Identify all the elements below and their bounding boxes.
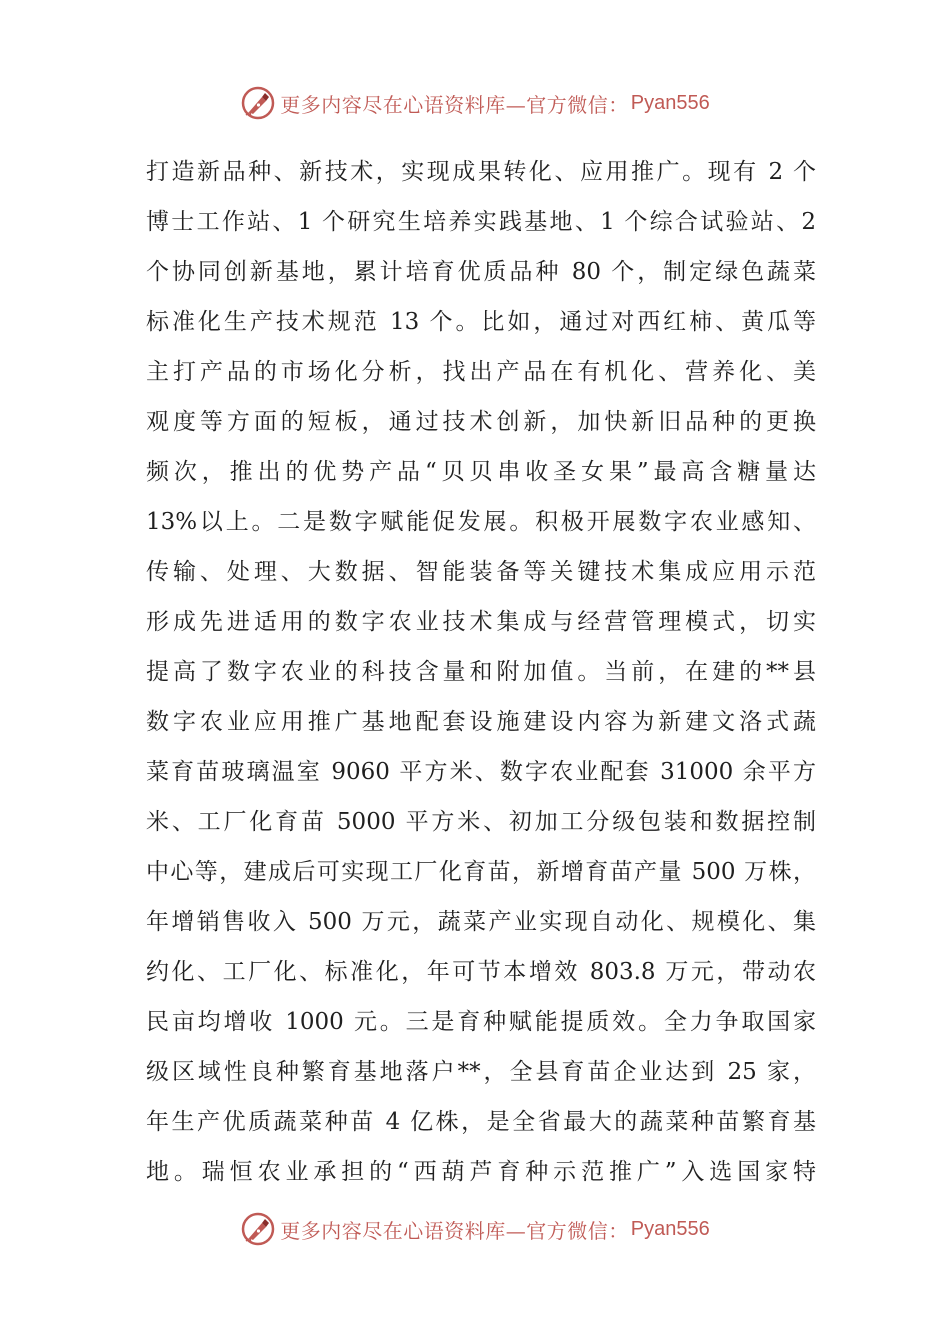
header-banner-text: 更多内容尽在心语资料库—官方微信： [280, 92, 629, 117]
text-line: 民亩均增收 1000 元。三是育种赋能提质效。全力争取国家 [146, 1009, 816, 1035]
text-line: 13%以上。二是数字赋能促发展。积极开展数字农业感知、 [146, 509, 816, 535]
text-line: 年生产优质蔬菜种苗 4 亿株，是全省最大的蔬菜种苗繁育基 [146, 1109, 816, 1135]
header-banner-handle: Pyan556 [630, 91, 710, 114]
text-line: 标准化生产技术规范 13 个。比如，通过对西红柿、黄瓜等 [146, 309, 816, 335]
pen-nib-logo-icon [240, 85, 276, 121]
text-line: 约化、工厂化、标准化，年可节本增效 803.8 万元，带动农 [146, 959, 816, 985]
document-body [146, 147, 816, 1197]
text-line: 形成先进适用的数字农业技术集成与经营管理模式，切实 [146, 609, 816, 635]
text-line: 级区域性良种繁育基地落户**，全县育苗企业达到 25 家， [146, 1059, 816, 1085]
text-line: 博士工作站、1 个研究生培养实践基地、1 个综合试验站、2 [146, 209, 816, 235]
footer-banner-text: 更多内容尽在心语资料库—官方微信： [280, 1218, 629, 1243]
pen-nib-logo-icon [240, 1211, 276, 1247]
text-line: 中心等，建成后可实现工厂化育苗，新增育苗产量 500 万株， [146, 859, 816, 885]
text-line: 年增销售收入 500 万元，蔬菜产业实现自动化、规模化、集 [146, 909, 816, 935]
text-line: 观度等方面的短板，通过技术创新，加快新旧品种的更换 [146, 409, 816, 435]
text-line: 主打产品的市场化分析，找出产品在有机化、营养化、美 [146, 359, 816, 385]
text-line: 数字农业应用推广基地配套设施建设内容为新建文洛式蔬 [146, 709, 816, 735]
text-line: 传输、处理、大数据、智能装备等关键技术集成应用示范 [146, 559, 816, 585]
text-line: 地。瑞恒农业承担的“西葫芦育种示范推广”入选国家特 [146, 1159, 816, 1185]
text-line: 个协同创新基地，累计培育优质品种 80 个，制定绿色蔬菜 [146, 259, 816, 285]
text-line: 菜育苗玻璃温室 9060 平方米、数字农业配套 31000 余平方 [146, 759, 816, 785]
text-line: 频次，推出的优势产品“贝贝串收圣女果”最高含糖量达 [146, 459, 816, 485]
text-line: 提高了数字农业的科技含量和附加值。当前，在建的**县 [146, 659, 816, 685]
text-line: 米、工厂化育苗 5000 平方米、初加工分级包装和数据控制 [146, 809, 816, 835]
footer-banner-handle: Pyan556 [630, 1217, 710, 1240]
footer-banner [0, 1209, 950, 1249]
header-banner [0, 83, 950, 123]
text-line: 打造新品种、新技术，实现成果转化、应用推广。现有 2 个 [146, 159, 816, 185]
